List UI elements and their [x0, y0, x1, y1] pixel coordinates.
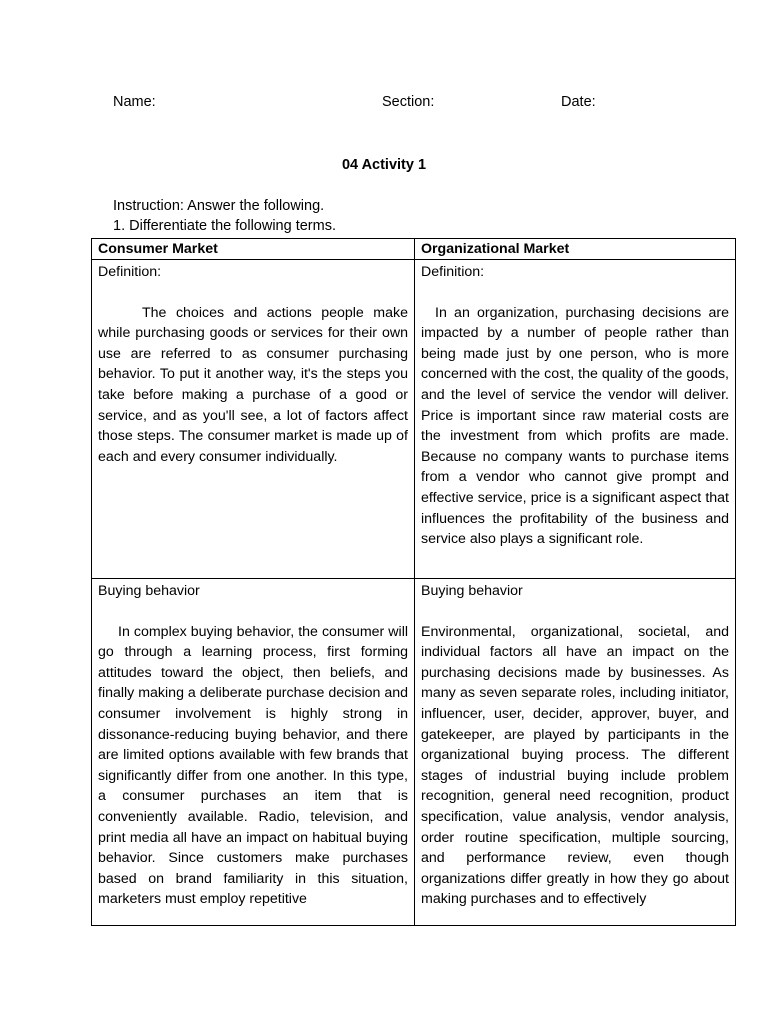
consumer-buying-text: In complex buying behavior, the consumer will go through a learning process, first forming attitudes toward the object, then beliefs, and finally making a deliberate purchase decision and consumer involvement is highly strong in dissonance-reducing buying behavior, and there are limited options available with few brands that significantly differ from one another. In this type, a consumer purchases an item that is conveniently available. Radio, television, and print media all have an impact on habitual buying behavior. Since customers make purchases based on brand familiarity in this situation, marketers must employ repetitive — [98, 623, 408, 908]
organizational-buying-text: Environmental, organizational, societal, and individual factors all have an impact on the purchasing decisions made by businesses. As many as seven separate roles, including initiator, influencer, user, decider, approver, buyer, and gatekeeper, are played by participants in the organizational buying process. The different stages of industrial buying include problem recognition, general need recognition, product specification, value analysis, vendor analysis, order routine specification, multiple sourcing, and performance review, even though organizations differ greatly in how they go about making purchases and to effectively — [421, 623, 729, 908]
table-header-row — [92, 239, 736, 260]
section-label: Section: — [382, 94, 435, 110]
consumer-definition-heading: Definition: — [98, 264, 162, 280]
activity-title: 04 Activity 1 — [341, 157, 427, 173]
comparison-table — [91, 238, 736, 926]
consumer-buying-heading: Buying behavior — [98, 583, 200, 599]
table-row-definition — [92, 260, 736, 579]
organizational-buying-cell — [415, 579, 736, 926]
name-label: Name: — [113, 94, 156, 110]
date-label: Date: — [561, 94, 596, 110]
consumer-definition-text: The choices and actions people make while purchasing goods or services for their own use are referred to as consumer purchasing behavior. To put it another way, it's the steps you take before making a purchase of a good or service, and as you'll see, a lot of factors affect those steps. The consumer market is made up of each and every consumer individually. — [98, 304, 408, 465]
organizational-definition-text: In an organization, purchasing decisions are impacted by a number of people rather than being made just by one person, who is more concerned with the cost, the quality of the goods, and the level of service the vendor will deliver. Price is important since raw material costs are the investment from which profits are made. Because no company wants to purchase items from a vendor who cannot give prompt and effective service, price is a significant aspect that influences the profitability of the business and service also plays a significant role. — [421, 304, 729, 548]
header-fields — [0, 94, 768, 116]
question-text: 1. Differentiate the following terms. — [113, 218, 336, 234]
consumer-buying-cell — [92, 579, 415, 926]
organizational-definition-cell — [415, 260, 736, 579]
consumer-definition-cell — [92, 260, 415, 579]
instruction-text: Instruction: Answer the following. — [113, 198, 325, 214]
table-row-buying-behavior — [92, 579, 736, 926]
organizational-market-header: Organizational Market — [415, 239, 736, 260]
organizational-buying-heading: Buying behavior — [421, 583, 523, 599]
organizational-definition-heading: Definition: — [421, 264, 485, 280]
consumer-market-header: Consumer Market — [92, 239, 415, 260]
